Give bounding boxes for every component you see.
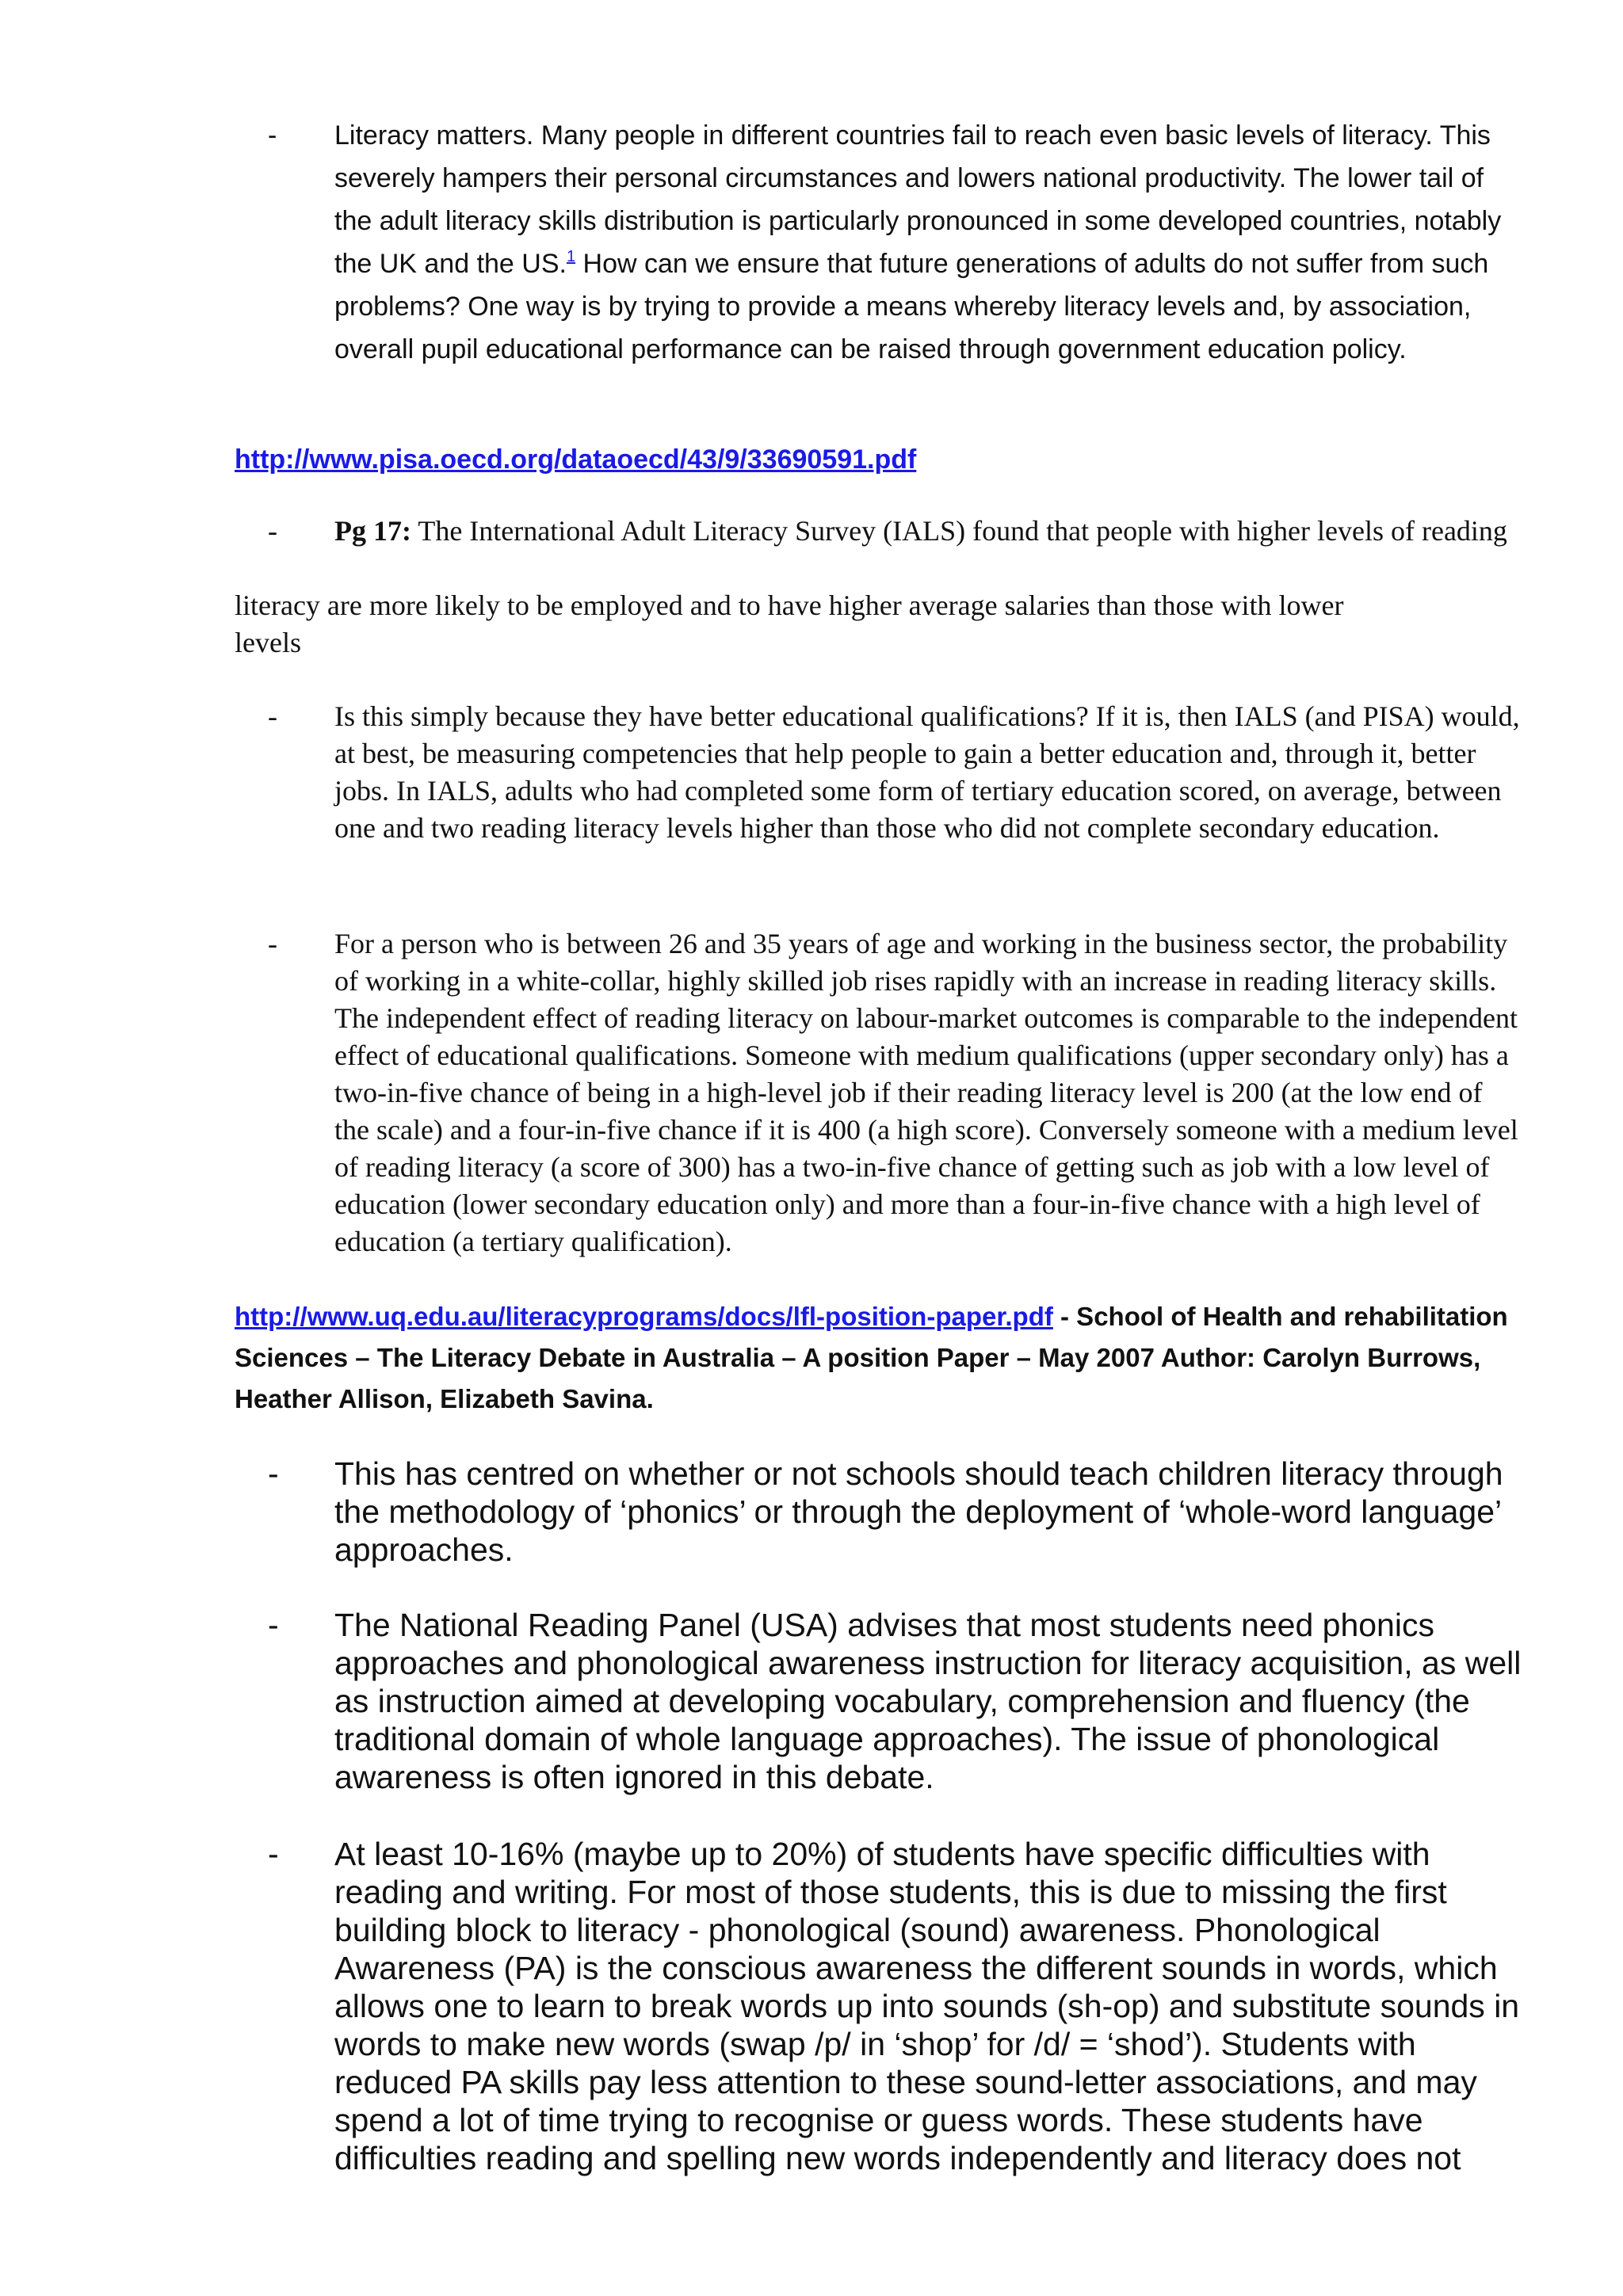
bullet-dash: - [268, 700, 277, 732]
bullet-text: Pg 17: The International Adult Literacy Survey (IALS) found that people with higher levels of reading [334, 515, 1507, 547]
continuation-text: literacy are more likely to be employed and to have higher average salaries than those with lower levels [235, 589, 1344, 658]
pisa-link[interactable]: http://www.pisa.oecd.org/dataoecd/43/9/33690591.pdf [235, 444, 917, 475]
bullet-text: Literacy matters. Many people in different countries fail to reach even basic levels of literacy. This severely hampers their personal circumstances and lowers national productivity. The lower tail of the adult literacy skills distribution is particularly pronounced in some developed countries, notably the UK and the US.$^1$ How can we ensure that future generations of adults do not suffer from such problems? One way is by trying to provide a means whereby literacy levels and, by association, overall pupil educational performance can be raised through government education policy. [334, 120, 1502, 364]
bullet-text: At least 10-16% (maybe up to 20%) of students have specific difficulties with reading and writing. For most of those students, this is due to missing the first building block to literacy - phonological (sound) awareness. Phonological Awareness (PA) is the conscious awareness the different sounds in words, which allows one to learn to break words up into sounds (sh-op) and substitute sounds in words to make new words (swap /p/ in ‘shop’ for /d/ = ‘shod’). Students with reduced PA skills pay less attention to these sound-letter associations, and may spend a lot of time trying to recognise or guess words. These students have difficulties reading and spelling new words independently and literacy does not [334, 1836, 1520, 2176]
bullet-dash: - [268, 1607, 279, 1643]
bullet-dash: - [268, 120, 277, 151]
bullet-text: This has centred on whether or not schools should teach children literacy through the methodology of ‘phonics’ or through the deployment of ‘whole-word language’ approaches. [334, 1455, 1503, 1568]
footnote-ref[interactable]: 1 [566, 248, 576, 265]
uq-link[interactable]: http://www.uq.edu.au/literacyprograms/docs/lfl-position-paper.pdf [235, 1302, 1053, 1331]
source-heading: http://www.uq.edu.au/literacyprograms/docs/lfl-position-paper.pdf - School of Health and rehabilitation Sciences – The Literacy Debate in Australia – A position Paper – May 2007 Author: Carolyn Burrows, Heather Allison, Elizabeth Savina. [235, 1302, 1508, 1413]
bullet-dash: - [268, 515, 277, 547]
bullet-dash: - [268, 1836, 279, 1872]
page-reference: Pg 17: [334, 515, 411, 547]
bullet-dash: - [268, 928, 277, 959]
bullet-text: The National Reading Panel (USA) advises that most students need phonics approaches and phonological awareness instruction for literacy acquisition, as well as instruction aimed at developing vocabulary, comprehension and fluency (the traditional domain of whole language approaches). The issue of phonological awareness is often ignored in this debate. [334, 1607, 1522, 1795]
bullet-text: For a person who is between 26 and 35 years of age and working in the business sector, the probability of working in a white-collar, highly skilled job rises rapidly with an increase in reading literacy skills. The independent effect of reading literacy on labour-market outcomes is comparable to the independent effect of educational qualifications. Someone with medium qualifications (upper secondary only) has a two-in-five chance of being in a high-level job if their reading literacy level is 200 (at the low end of the scale) and a four-in-five chance if it is 400 (a high score). Conversely someone with a medium level of reading literacy (a score of 300) has a two-in-five chance of getting such as job with a low level of education (lower secondary education only) and more than a four-in-five chance with a high level of education (a tertiary qualification). [334, 928, 1518, 1257]
bullet-text: Is this simply because they have better educational qualifications? If it is, then IALS (and PISA) would, at best, be measuring competencies that help people to gain a better education and, through it, better jobs. In IALS, adults who had completed some form of tertiary education scored, on average, between one and two reading literacy levels higher than those who did not complete secondary education. [334, 700, 1520, 844]
bullet-dash: - [268, 1455, 279, 1492]
